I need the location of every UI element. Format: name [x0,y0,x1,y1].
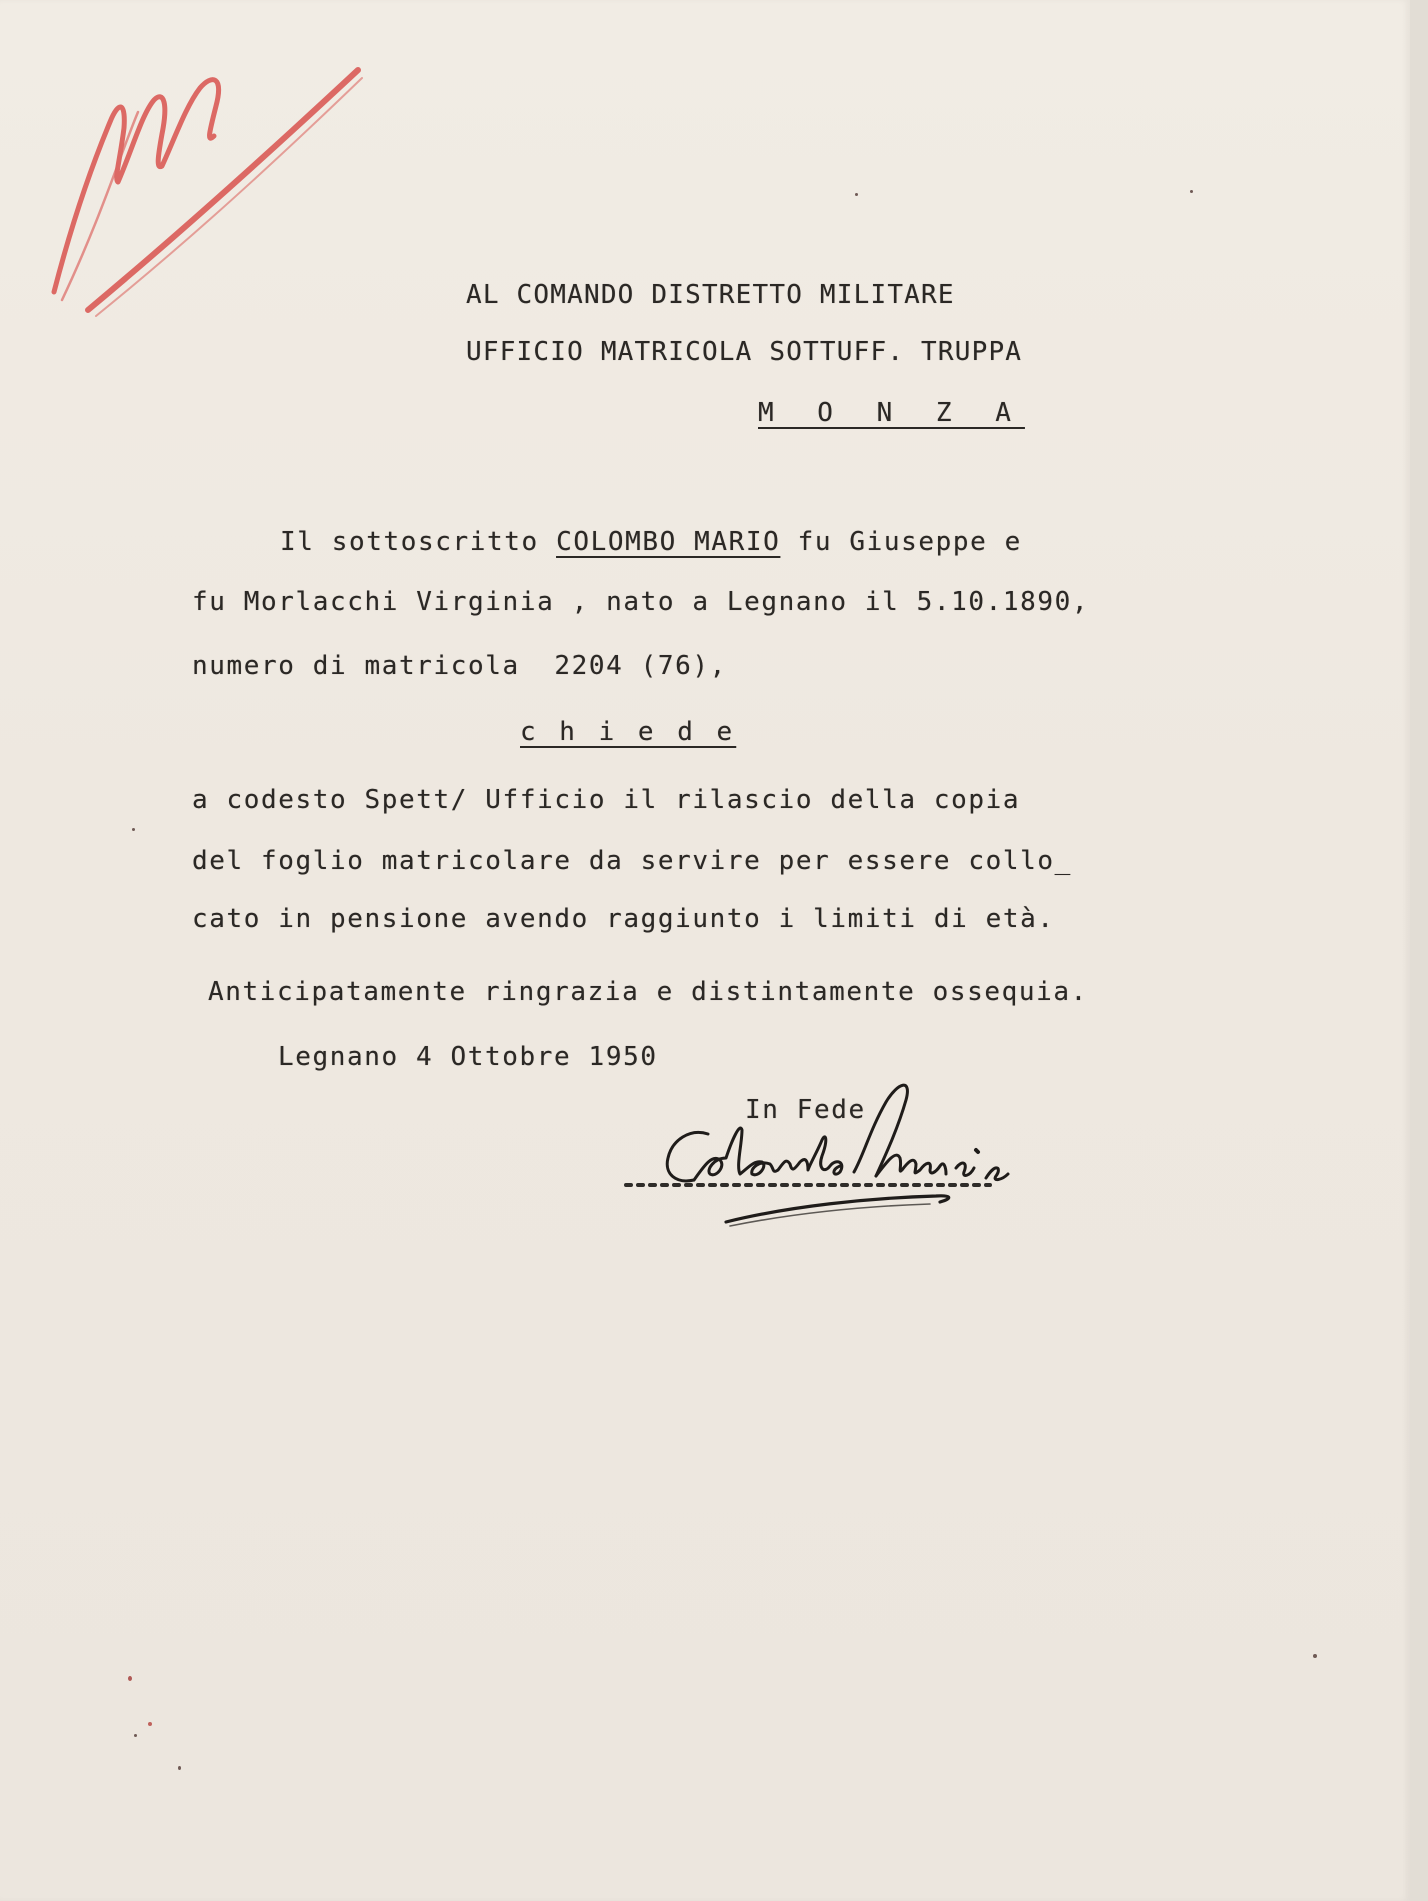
paper-speck [132,828,135,831]
paper-speck [178,1766,181,1770]
in-fede-label: In Fede [745,1095,866,1125]
page-edge [1410,0,1428,1901]
body-paragraph-line-1 [280,527,1022,557]
paper-speck [855,193,858,196]
request-word: c h i e d e [520,717,737,747]
handwritten-signature [650,1070,1060,1240]
body-line-1-prefix: Il sottoscritto [280,527,557,557]
body-line-7: Anticipatamente ringrazia e distintamente ossequia. [208,977,1088,1007]
body-line-3: numero di matricola 2204 (76), [192,651,727,681]
body-line-1-suffix: fu Giuseppe e [780,527,1022,557]
paper-speck [1190,190,1193,193]
requester-name: COLOMBO MARIO [556,527,781,557]
address-city: M O N Z A [758,398,1025,428]
address-line-1: AL COMANDO DISTRETTO MILITARE [466,280,955,310]
red-pencil-mark [40,30,370,330]
address-line-2: UFFICIO MATRICOLA SOTTUFF. TRUPPA [466,337,1023,367]
body-line-4: a codesto Spett/ Ufficio il rilascio della copia [192,785,1021,815]
body-line-5: del foglio matricolare da servire per essere collo_ [192,846,1072,876]
place-and-date: Legnano 4 Ottobre 1950 [278,1042,658,1072]
paper-speck [134,1734,137,1737]
paper-speck [128,1676,132,1681]
paper-speck [1313,1654,1317,1658]
paper-speck [148,1722,152,1726]
body-line-6: cato in pensione avendo raggiunto i limiti di età. [192,904,1055,934]
body-line-2: fu Morlacchi Virginia , nato a Legnano il 5.10.1890, [192,587,1090,617]
